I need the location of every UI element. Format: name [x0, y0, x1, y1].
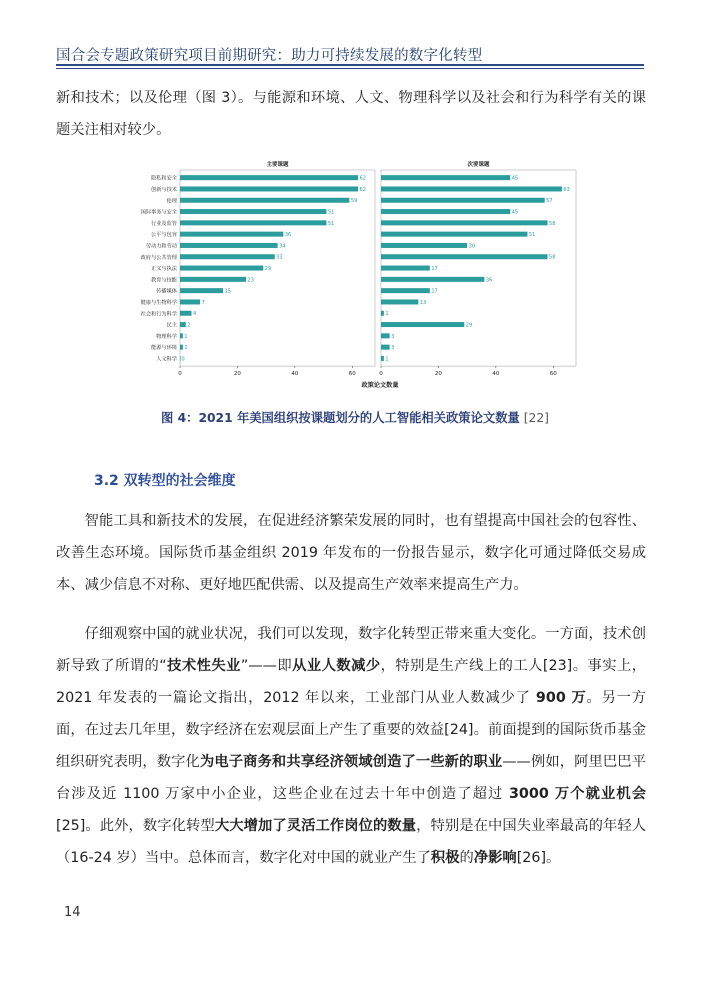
bar — [180, 333, 183, 338]
tick-label: 60 — [348, 371, 356, 378]
emphasis-text: 净影响 — [473, 850, 517, 866]
bar — [381, 209, 510, 214]
category-label: 人文科学 — [156, 356, 177, 363]
bar — [381, 311, 384, 316]
category-label: 劳动力和劳动 — [145, 243, 177, 250]
data-label: 62 — [359, 175, 366, 182]
section-heading: 3.2 双转型的社会维度 — [94, 473, 236, 489]
data-label: 36 — [284, 232, 292, 239]
data-label: 51 — [327, 209, 335, 216]
emphasis-text: 从业人数减少 — [292, 658, 381, 674]
body-text: ”——即 — [240, 658, 293, 674]
body-text: 仔细观察中国的就业状况，我们可以发现，数字化转型正带来重大变化。一方面，技术创新导致了所谓的“ — [56, 626, 646, 674]
emphasis-text: 技术性失业 — [166, 658, 241, 674]
tick-label: 40 — [291, 371, 299, 378]
bar — [381, 345, 390, 350]
body-text: ，特别是生产线上的工人[23]。事实上，2021 年发表的一篇论文指出，2012 年以来，工业部门从业人数减少了 — [56, 658, 646, 706]
bar — [381, 333, 390, 338]
emphasis-text: 大大增加了灵活工作岗位的数量 — [214, 818, 417, 834]
category-label: 行业及监管 — [151, 220, 177, 227]
tick-label: 20 — [434, 371, 442, 378]
bar — [180, 198, 349, 203]
bar-chart-figure-4 — [120, 158, 590, 398]
tick-label: 0 — [178, 371, 182, 378]
bar — [381, 322, 464, 327]
data-label: 51 — [528, 232, 536, 239]
emphasis-text: 积极 — [430, 850, 460, 866]
data-label: 62 — [359, 186, 366, 193]
category-label: 社会和行为科学 — [140, 311, 177, 318]
running-header: 国合会专题政策研究项目前期研究：助力可持续发展的数字化转型 — [56, 48, 483, 64]
data-label: 63 — [563, 186, 570, 193]
bar — [180, 243, 278, 248]
category-label: 国际事务与安全 — [140, 209, 177, 216]
data-label: 15 — [224, 288, 231, 295]
category-label: 正义与执法 — [151, 266, 177, 273]
bar — [381, 299, 418, 304]
data-label: 17 — [431, 288, 438, 295]
body-text: [26]。 — [516, 850, 561, 866]
data-label: 4 — [192, 311, 197, 318]
caption-reference: [22] — [523, 411, 549, 425]
bar — [180, 356, 181, 361]
data-label: 45 — [511, 175, 519, 182]
data-label: 2 — [187, 322, 191, 329]
data-label: 7 — [201, 299, 205, 306]
bar — [180, 345, 183, 350]
category-label: 能源与环境 — [151, 345, 177, 352]
emphasis-text: 900 万 — [535, 690, 587, 706]
data-label: 1 — [184, 345, 188, 352]
data-label: 59 — [350, 198, 358, 205]
body-text: 的 — [459, 850, 474, 866]
category-label: 物理科学 — [156, 333, 177, 340]
data-label: 23 — [247, 277, 254, 284]
data-label: 29 — [264, 265, 272, 272]
category-label: 创新与技术 — [151, 186, 177, 193]
header-rule — [56, 64, 644, 66]
data-label: 0 — [181, 356, 185, 363]
data-label: 3 — [391, 345, 395, 352]
data-label: 36 — [485, 277, 493, 284]
data-label: 58 — [549, 220, 556, 227]
tick-label: 0 — [379, 371, 383, 378]
panel-title: 次要课题 — [467, 162, 490, 168]
emphasis-text: 3000 万个就业机会 — [508, 786, 646, 802]
bar — [381, 254, 548, 259]
bar — [180, 220, 326, 225]
bar — [381, 220, 548, 225]
paragraph-social-dimension: 智能工具和新技术的发展，在促进经济繁荣发展的同时，也有望提高中国社会的包容性、改善生态环境。国际货币基金组织 2019 年发布的一份报告显示，数字化可通过降低交易成本、减少信息不对称、更好地匹配供需、以及提高生产效率来提高生产力。 — [56, 513, 646, 593]
bar — [381, 198, 545, 203]
panel-title: 主要课题 — [266, 162, 289, 168]
figure-caption — [0, 408, 710, 426]
header-rule-thin — [56, 68, 644, 69]
bar — [381, 288, 430, 293]
data-label: 29 — [465, 322, 473, 329]
body-text: [25]。此外，数字化转型 — [56, 818, 215, 834]
bar — [180, 175, 358, 180]
category-label: 伦理 — [166, 198, 177, 205]
data-label: 3 — [391, 333, 395, 340]
tick-label: 40 — [492, 371, 500, 378]
x-axis-label: 政策论文数量 — [361, 382, 399, 390]
data-label: 1 — [385, 356, 389, 363]
body-text: 。另一方面，在过去几年里，数字经济在宏观层面上产生了重要的效益[24]。前面提到的国际货币基金组织研究表明，数字化 — [56, 690, 646, 770]
data-label: 57 — [546, 198, 553, 205]
category-label: 教育与技能 — [151, 277, 177, 284]
bar — [381, 232, 527, 237]
bar — [381, 243, 467, 248]
data-label: 1 — [184, 333, 188, 340]
data-label: 45 — [511, 209, 519, 216]
data-label: 30 — [468, 243, 476, 250]
bar — [180, 186, 358, 191]
bar — [180, 209, 326, 214]
paragraph-intro: 新和技术；以及伦理（图 3）。与能源和环境、人文、物理科学以及社会和行为科学有关的课题关注相对较少。 — [56, 90, 646, 138]
paragraph-employment — [56, 618, 646, 874]
data-label: 58 — [549, 254, 556, 261]
bar — [381, 186, 562, 191]
bar — [180, 266, 263, 271]
bar — [381, 356, 384, 361]
category-label: 传播媒体 — [156, 288, 177, 295]
tick-label: 60 — [549, 371, 557, 378]
data-label: 34 — [279, 243, 286, 250]
data-label: 51 — [327, 220, 335, 227]
page-number: 14 — [64, 905, 81, 920]
bar — [381, 277, 484, 282]
emphasis-text: 为电子商务和共享经济领域创造了一些新的职业 — [199, 754, 503, 770]
bar — [180, 299, 200, 304]
bar — [180, 254, 275, 259]
data-label: 17 — [431, 265, 438, 272]
tick-label: 20 — [233, 371, 241, 378]
body-text: ，特别是在中国失业率最高的年轻人（16-24 岁）当中。总体而言，数字化对中国的就业产生了 — [56, 818, 647, 866]
category-label: 政府与公共管理 — [140, 254, 177, 261]
bar — [381, 266, 430, 271]
body-text: ——例如，阿里巴巴平台涉及近 1100 万家中小企业，这些企业在过去十年中创造了超过 — [56, 754, 647, 802]
category-label: 健康与生物科学 — [140, 299, 177, 306]
bar — [180, 288, 223, 293]
caption-text: 图 4：2021 年美国组织按课题划分的人工智能相关政策论文数量 — [161, 411, 520, 425]
category-label: 隐私和安全 — [151, 175, 177, 182]
data-label: 1 — [385, 311, 389, 318]
data-label: 33 — [276, 254, 283, 261]
category-label: 公平与包容 — [151, 232, 177, 239]
category-label: 民主 — [166, 322, 177, 329]
bar — [180, 232, 283, 237]
data-label: 13 — [419, 299, 427, 306]
bar — [180, 322, 186, 327]
bar — [180, 311, 191, 316]
bar — [381, 175, 510, 180]
bar — [180, 277, 246, 282]
